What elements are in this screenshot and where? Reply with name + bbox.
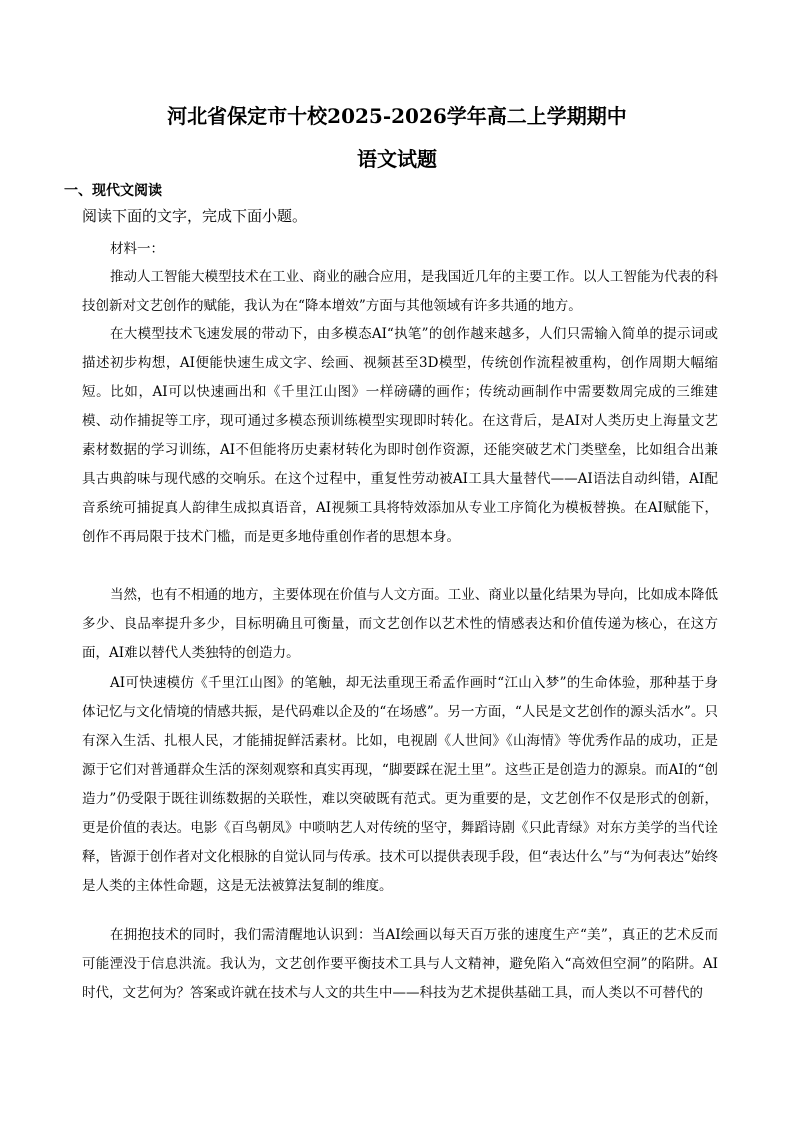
document-title: 河北省保定市十校2025-2026学年高二上学期期中 [167, 104, 627, 128]
paragraph-3: 当然，也有不相通的地方，主要体现在价值与人文方面。工业、商业以量化结果为导向，比如成本降低多少、良品率提升多少，目标明确且可衡量，而文艺创作以艺术性的情感表达和价值传递为核心，在这方面，AI难以替代人类独特的创造力。 [82, 587, 718, 661]
paragraph-5: 在拥抱技术的同时，我们需清醒地认识到：当AI绘画以每天百万张的速度生产“美”，真正的艺术反而可能湮没于信息洪流。我认为，文艺创作要平衡技术工具与人文精神，避免陷入“高效但空洞”的陷阱。AI时代，文艺何为？答案或许就在技术与人文的共生中——科技为艺术提供基础工具，而人类以不可替代的 [82, 927, 718, 1001]
paragraph-block-2 [82, 320, 718, 552]
section-heading: 一、现代文阅读 [64, 183, 162, 199]
paragraph-4: AI可快速模仿《千里江山图》的笔触，却无法重现王希孟作画时“江山入梦”的生命体验，那种基于身体记忆与文化情境的情感共振，是代码难以企及的“在场感”。另一方面，“人民是文艺创作的源头活水”。只有深入生活、扎根人民，才能捕捉鲜活素材。比如，电视剧《人世间》《山海情》等优秀作品的成功，正是源于它们对普通群众生活的深刻观察和真实再现，“脚要踩在泥土里”。这些正是创造力的源泉。而AI的“创造力”仍受限于既往训练数据的关联性，难以突破既有范式。更为重要的是，文艺创作不仅是形式的创新，更是价值的表达。电影《百鸟朝凤》中唢呐艺人对传统的坚守，舞蹈诗剧《只此青绿》对东方美学的当代诠释，皆源于创作者对文化根脉的自觉认同与传承。技术可以提供表现手段，但“表达什么”与“为何表达”始终是人类的主体性命题，这是无法被算法复制的维度。 [82, 675, 718, 894]
paragraph-block-1 [82, 263, 718, 321]
paragraph-1: 推动人工智能大模型技术在工业、商业的融合应用，是我国近几年的主要工作。以人工智能为代表的科技创新对文艺创作的赋能，我认为在“降本增效”方面与其他领域有许多共通的地方。 [82, 269, 718, 314]
document-subtitle: 语文试题 [357, 147, 437, 171]
paragraph-block-5 [82, 921, 718, 1008]
material-label: 材料一： [110, 241, 164, 257]
paragraph-block-4 [82, 669, 718, 901]
reading-instruction: 阅读下面的文字，完成下面小题。 [82, 207, 308, 225]
paragraph-block-3 [82, 581, 718, 668]
paragraph-2: 在大模型技术飞速发展的带动下，由多模态AI“执笔”的创作越来越多，人们只需输入简单的提示词或描述初步构想，AI便能快速生成文字、绘画、视频甚至3D模型，传统创作流程被重构，创作周期大幅缩短。比如，AI可以快速画出和《千里江山图》一样磅礴的画作；传统动画制作中需要数周完成的三维建模、动作捕捉等工序，现可通过多模态预训练模型实现即时转化。在这背后，是AI对人类历史上海量文艺素材数据的学习训练，AI不但能将历史素材转化为即时创作资源，还能突破艺术门类壁垒，比如组合出兼具古典韵味与现代感的交响乐。在这个过程中，重复性劳动被AI工具大量替代——AI语法自动纠错，AI配音系统可捕捉真人韵律生成拟真语音，AI视频工具将特效添加从专业工序简化为模板替换。在AI赋能下，创作不再局限于技术门槛，而是更多地侍重创作者的思想本身。 [82, 326, 718, 545]
